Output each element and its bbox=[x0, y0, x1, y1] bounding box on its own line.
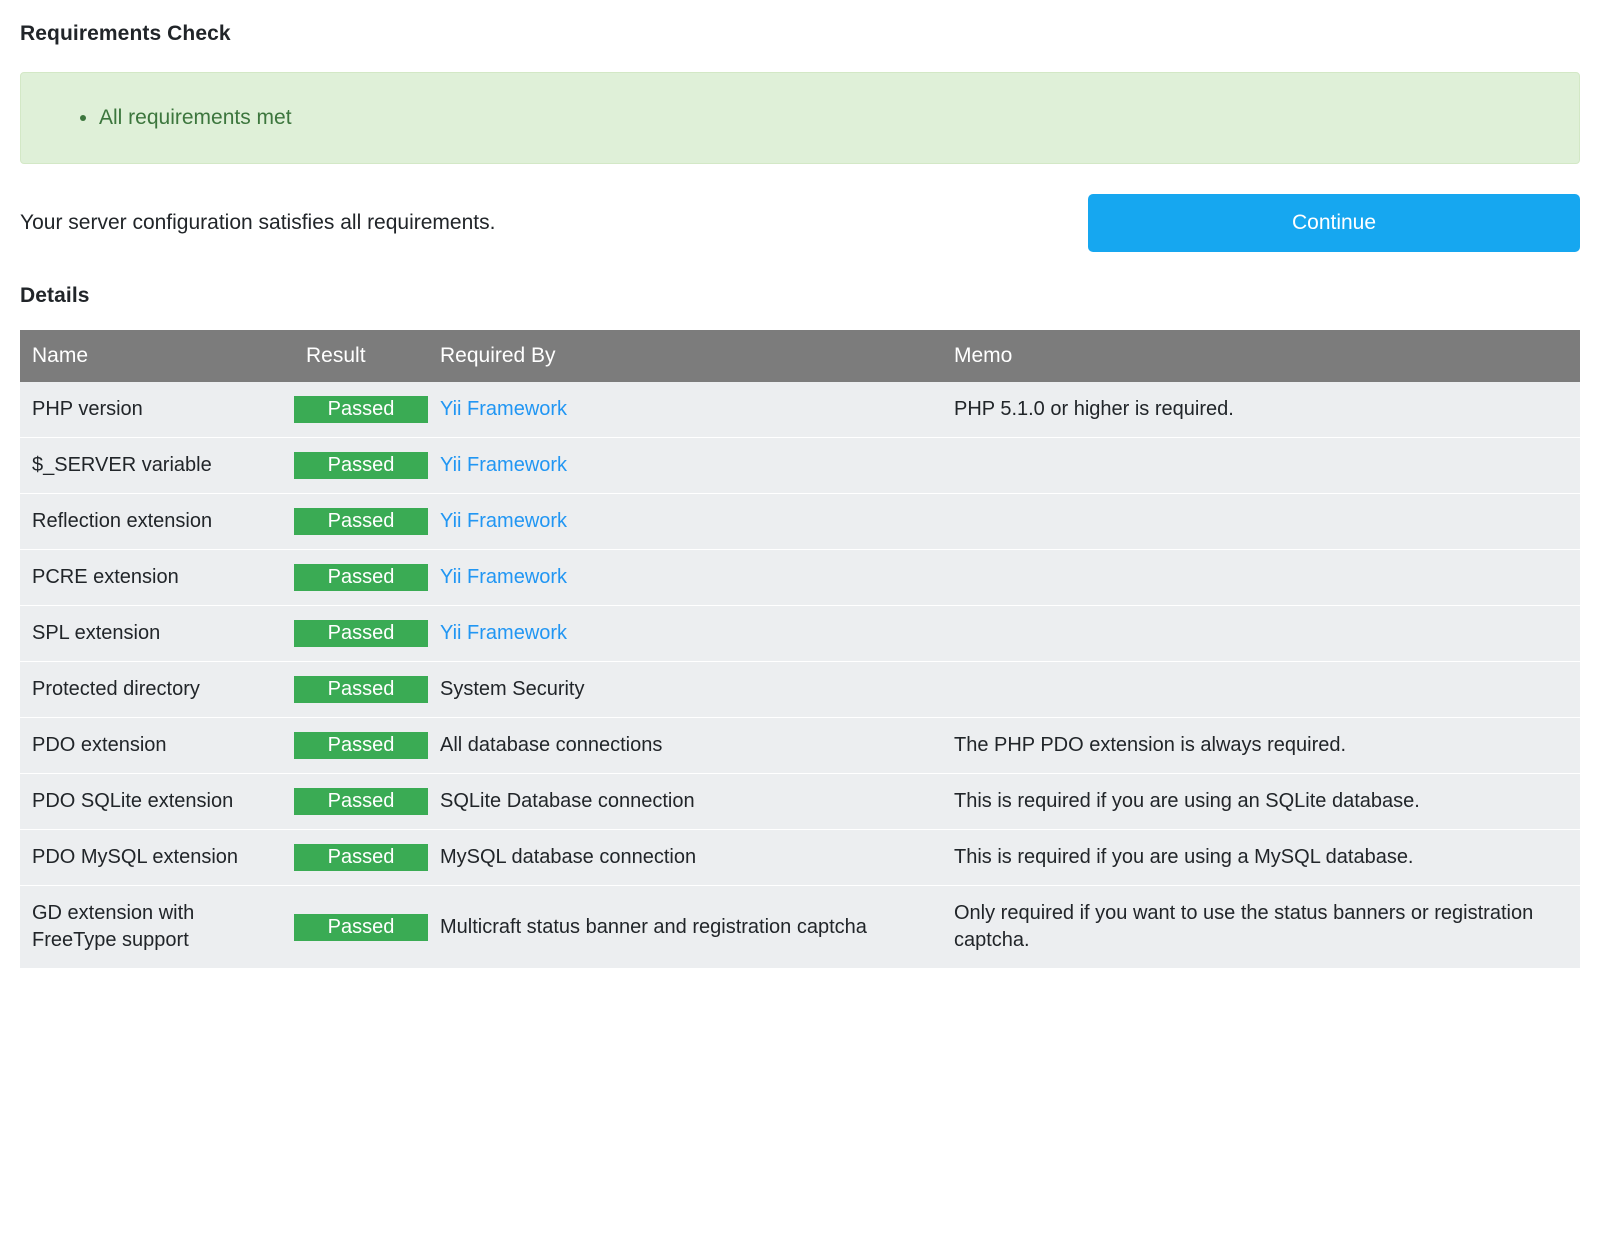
status-badge-label: Passed bbox=[294, 788, 428, 815]
required-by-cell bbox=[428, 606, 942, 662]
required-by-text: MySQL database connection bbox=[440, 846, 697, 868]
status-badge-label: Passed bbox=[294, 396, 428, 423]
requirement-name: PHP version bbox=[32, 398, 143, 420]
status-badge bbox=[294, 718, 428, 774]
memo-cell bbox=[942, 606, 1580, 662]
requirements-alert bbox=[20, 72, 1580, 164]
memo-cell bbox=[942, 550, 1580, 606]
status-badge-label: Passed bbox=[294, 452, 428, 479]
requirement-name: Protected directory bbox=[32, 678, 200, 700]
memo-cell bbox=[942, 662, 1580, 718]
table-row bbox=[20, 662, 1580, 718]
table-row bbox=[20, 606, 1580, 662]
alert-message: • All requirements met bbox=[99, 105, 292, 130]
column-header-memo: Memo bbox=[942, 330, 1580, 382]
table-row bbox=[20, 550, 1580, 606]
column-header-name: Name bbox=[20, 330, 294, 382]
status-badge bbox=[294, 774, 428, 830]
table-row bbox=[20, 718, 1580, 774]
required-by-cell bbox=[428, 550, 942, 606]
memo-cell: Only required if you want to use the status banners or registration captcha. bbox=[954, 902, 1534, 951]
required-by-text: System Security bbox=[440, 678, 585, 700]
status-badge-label: Passed bbox=[294, 508, 428, 535]
details-title: Details bbox=[20, 284, 90, 307]
requirement-name: SPL extension bbox=[32, 622, 161, 644]
status-badge-label: Passed bbox=[294, 914, 428, 941]
continue-button[interactable]: Continue bbox=[1088, 194, 1580, 252]
table-row bbox=[20, 774, 1580, 830]
status-badge-label: Passed bbox=[294, 732, 428, 759]
memo-cell: This is required if you are using an SQLite database. bbox=[954, 790, 1420, 812]
required-by-cell bbox=[428, 886, 942, 969]
required-by-cell bbox=[428, 662, 942, 718]
status-badge bbox=[294, 550, 428, 606]
required-by-cell bbox=[428, 774, 942, 830]
status-badge bbox=[294, 438, 428, 494]
memo-cell bbox=[942, 494, 1580, 550]
required-by-text: SQLite Database connection bbox=[440, 790, 695, 812]
required-by-link[interactable]: Yii Framework bbox=[440, 398, 568, 420]
requirement-name: PDO extension bbox=[32, 734, 167, 756]
requirement-name: $_SERVER variable bbox=[32, 454, 212, 476]
status-badge-label: Passed bbox=[294, 676, 428, 703]
required-by-link[interactable]: Yii Framework bbox=[440, 454, 568, 476]
table-body bbox=[20, 382, 1580, 969]
memo-cell: PHP 5.1.0 or higher is required. bbox=[954, 398, 1234, 420]
requirement-name: PDO MySQL extension bbox=[32, 846, 239, 868]
requirement-name: Reflection extension bbox=[32, 510, 213, 532]
column-header-required-by: Required By bbox=[428, 330, 942, 382]
status-row bbox=[20, 194, 1580, 252]
table-header-row bbox=[20, 330, 1580, 382]
status-badge bbox=[294, 830, 428, 886]
required-by-cell bbox=[428, 382, 942, 438]
page-title: Requirements Check bbox=[20, 22, 231, 45]
table-row bbox=[20, 494, 1580, 550]
required-by-cell bbox=[428, 438, 942, 494]
status-badge bbox=[294, 606, 428, 662]
required-by-cell bbox=[428, 494, 942, 550]
table-row bbox=[20, 438, 1580, 494]
required-by-link[interactable]: Yii Framework bbox=[440, 566, 568, 588]
required-by-text: Multicraft status banner and registration captcha bbox=[440, 915, 867, 938]
column-header-result: Result bbox=[294, 330, 428, 382]
memo-cell: This is required if you are using a MySQL database. bbox=[954, 846, 1414, 868]
memo-cell: The PHP PDO extension is always required. bbox=[954, 734, 1347, 756]
required-by-cell bbox=[428, 718, 942, 774]
status-badge bbox=[294, 494, 428, 550]
requirements-table bbox=[20, 330, 1580, 969]
requirement-name: PDO SQLite extension bbox=[32, 790, 234, 812]
status-badge-label: Passed bbox=[294, 620, 428, 647]
status-badge bbox=[294, 886, 428, 969]
memo-cell bbox=[942, 438, 1580, 494]
table-row bbox=[20, 886, 1580, 969]
table-row bbox=[20, 382, 1580, 438]
table-row bbox=[20, 830, 1580, 886]
table-header bbox=[20, 330, 1580, 382]
status-text: Your server configuration satisfies all requirements. bbox=[20, 211, 496, 234]
status-badge bbox=[294, 662, 428, 718]
required-by-text: All database connections bbox=[440, 734, 663, 756]
required-by-link[interactable]: Yii Framework bbox=[440, 510, 568, 532]
requirement-name: PCRE extension bbox=[32, 566, 179, 588]
requirement-name: GD extension with FreeType support bbox=[32, 902, 195, 951]
alert-list bbox=[41, 105, 292, 130]
status-badge-label: Passed bbox=[294, 564, 428, 591]
required-by-cell bbox=[428, 830, 942, 886]
required-by-link[interactable]: Yii Framework bbox=[440, 622, 568, 644]
status-badge-label: Passed bbox=[294, 844, 428, 871]
status-badge bbox=[294, 382, 428, 438]
